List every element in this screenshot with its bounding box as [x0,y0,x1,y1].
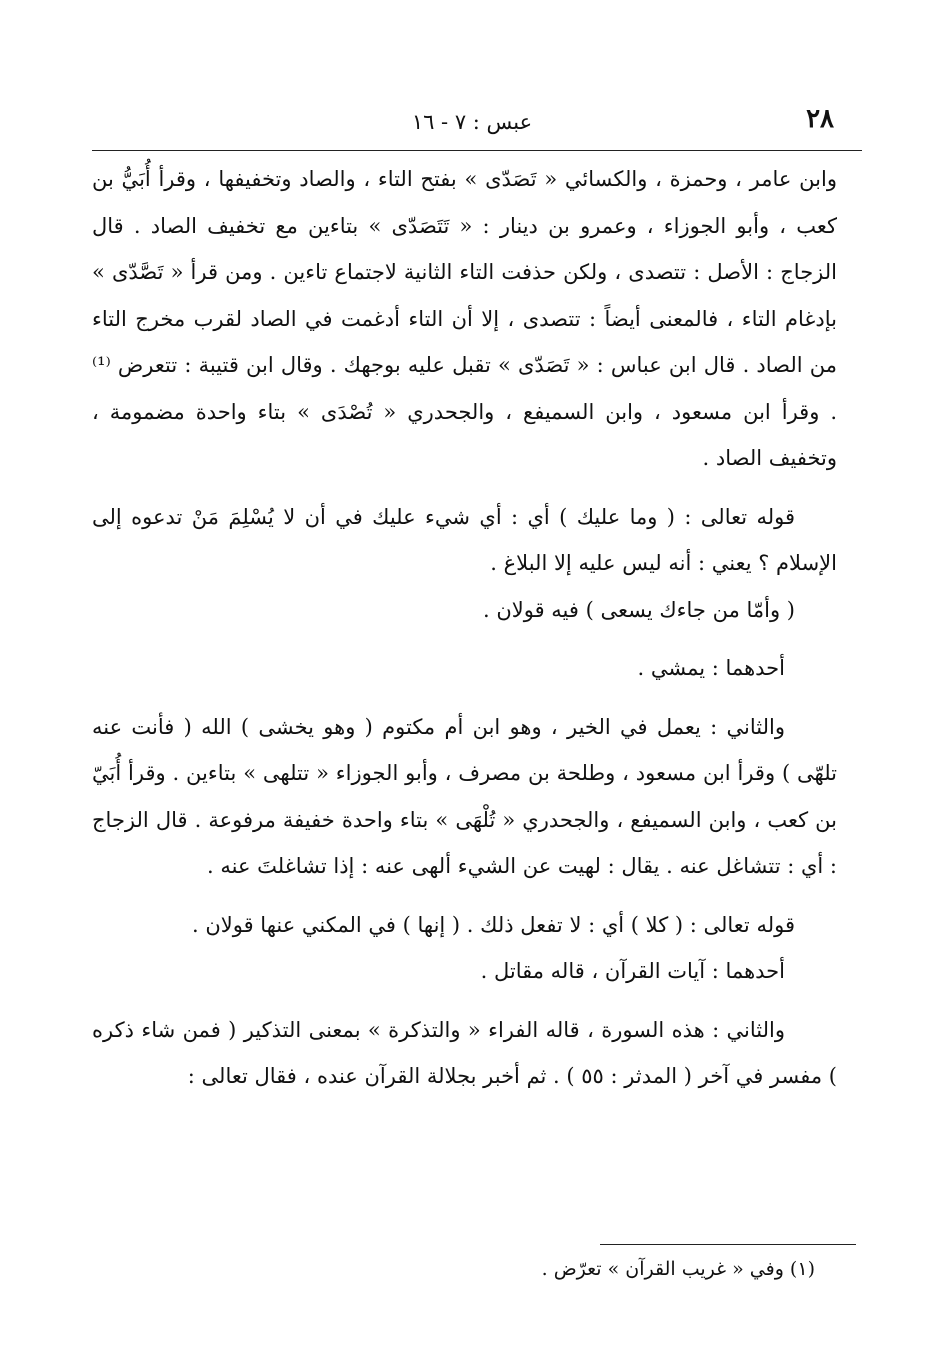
page-number: ٢٨ [806,104,834,134]
paragraph-first-opinion: أحدهما : يمشي . [637,656,785,680]
paragraph-wa-ma-alayk: قوله تعالى : ( وما عليك ) أي : أي شيء عليك في أن لا يُسْلِمَ مَنْ تدعوه إلى الإسلام ؟ يعني : أنه ليس عليه إلا البلاغ . [92,504,837,575]
paragraph-kalla: قوله تعالى : ( كلا ) أي : لا تفعل ذلك . ( إنها ) في المكني عنها قولان . [192,912,795,937]
paragraph-first-opinion-kalla: أحدهما : آيات القرآن ، قاله مقاتل . [480,959,785,983]
header-rule [92,150,862,151]
running-title: عبس : ٧ - ١٦ [411,110,533,134]
paragraph-man-jaaka: ( وأمّا من جاءك يسعى ) فيه قولان . [482,597,795,622]
footnote: (١) وفي « غريب القرآن » تعرّض . [541,1258,815,1280]
body-text [92,156,837,1100]
paragraph-reading-variants: وابن عامر ، وحمزة ، والكسائي « تَصَدّى » بفتح التاء ، والصاد وتخفيفها ، وقرأ أُبَيُّ بن كعب ، وأبو الجوزاء ، وعمرو بن دينار : « تَتَصَدّى » بتاءين مع تخفيف الصاد . قال الزجاج : الأصل : تتصدى ، ولكن حذفت التاء الثانية لاجتماع تاءين . ومن قرأ « تَصَّدّى » بإدغام التاء ، فالمعنى أيضاً : تتصدى ، إلا أن التاء أدغمت في الصاد لقرب مخرج التاء من الصاد . قال ابن عباس : « تَصَدّى » تقبل عليه بوجهك . وقال ابن قتيبة : تتعرض ⁽¹⁾ . وقرأ ابن مسعود ، وابن السميفع ، والجحدري « تُصْدَى » بتاء واحدة مضمومة ، وتخفيف الصاد . [92,167,837,470]
paragraph-second-opinion-kalla: والثاني : هذه السورة ، قاله الفراء « والتذكرة » بمعنى التذكير ( فمن شاء ذكره ) مفسر في آخر ( المدثر : ٥٥ ) . ثم أخبر بجلالة القرآن عنده ، فقال تعالى : [92,1017,837,1088]
page-header [92,104,852,144]
footnote-rule [600,1244,856,1245]
paragraph-second-opinion: والثاني : يعمل في الخير ، وهو ابن أم مكتوم ( وهو يخشى ) الله ( فأنت عنه تلهّى ) وقرأ ابن مسعود ، وطلحة بن مصرف ، وأبو الجوزاء « تتلهى » بتاءين . وقرأ أُبَيّ بن كعب ، وابن السميفع ، والجحدري « تُلْهَى » بتاء واحدة خفيفة مرفوعة . قال الزجاج : أي : تتشاغل عنه . يقال : لهيت عن الشيء ألهى عنه : إذا تشاغلتَ عنه . [92,714,837,878]
